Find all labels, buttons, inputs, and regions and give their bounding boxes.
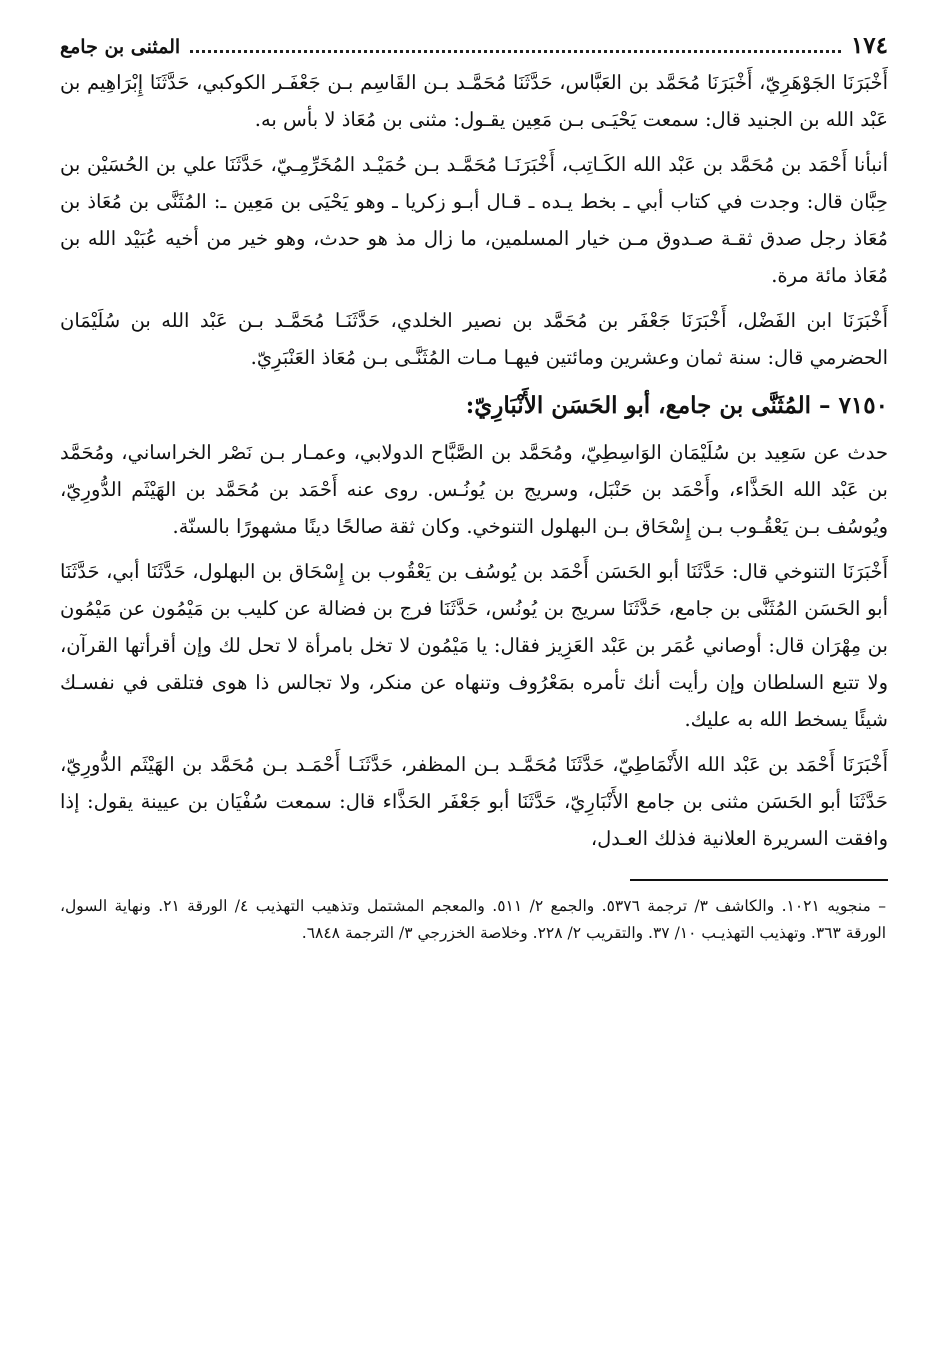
running-head bbox=[60, 30, 888, 64]
entry-paragraph-1: حدث عن سَعِيد بن سُلَيْمَان الوَاسِطِيّ، ومُحَمَّد بن الصَّبَّاح الدولابي، وعمـار بـن نَصْر الخراساني، ومُحَمَّد بن عَبْد الله الحَذَّاء، وأَحْمَد بن حَنْبَل، وسريج بن يُونُـس. روى عنه أَحْمَد بن مُحَمَّد بن الهَيْثَم الدُّورِيّ، ويُوسُف بـن يَعْقُـوب بـن إِسْحَاق بـن البهلول التنوخي. وكان ثقة صالحًا دينًا مشهورًا بالسنّة. bbox=[60, 441, 888, 538]
paragraph-3: أَخْبَرَنَا ابن الفَضْل، أَخْبَرَنَا جَعْفَر بن مُحَمَّد بن نصير الخلدي، حَدَّثَنَـا مُحَمَّـد بـن عَبْد الله بن سُلَيْمَان الحضرمي قال: سنة ثمان وعشرين ومائتين فيهـا مـات المُثَنَّـى بـن مُعَاذ العَنْبَرِيّ. bbox=[60, 309, 888, 369]
page-number: ١٧٤ bbox=[850, 32, 888, 59]
leader-dots bbox=[190, 49, 841, 53]
running-head-title: المثنى بن جامع bbox=[60, 36, 181, 58]
footnote-divider bbox=[630, 879, 888, 881]
paragraph-2: أنبأنا أَحْمَد بن مُحَمَّد بن عَبْد الله الكَـاتِب، أَخْبَرَنَـا مُحَمَّـد بـن حُمَيْـد المُخَرِّمِـيّ، حَدَّثَنَا علي بن الحُسَيْن بن حِبَّان قال: وجدت في كتاب أبي ـ بخط يـده ـ قـال أبـو زكريا ـ وهو يَحْيَى بن مَعِين ـ: المُثَنَّى بن مُعَاذ بن مُعَاذ رجل صدق ثقـة صـدوق مـن خيار المسلمين، ما زال مذ هو حدث، وهو خير من أخيه عُبَيْد الله بن مُعَاذ مائة مرة. bbox=[60, 153, 888, 287]
paragraph-1: أَخْبَرَنَا الجَوْهَرِيّ، أَخْبَرَنَا مُحَمَّد بن العَبَّاس، حَدَّثَنَا مُحَمَّـد بـن القَاسِم بـن جَعْفَـر الكوكبي، حَدَّثَنَا إِبْرَاهِيم بن عَبْد الله بن الجنيد قال: سمعت يَحْيَـى بـن مَعِين يقـول: مثنى بن مُعَاذ لا بأس به. bbox=[60, 71, 888, 131]
footnote-text: – منجويه ١٠٢١. والكاشف ٣/ ترجمة ٥٣٧٦. والجمع ٢/ ٥١١. والمعجم المشتمل وتذهيب التهذيب ٤/ الورقة ٢١. ونهاية السول، الورقة ٣٦٣. وتهذيب التهذيـب ١٠/ ٣٧. والتقريب ٢/ ٢٢٨. وخلاصة الخزرجي ٣/ الترجمة ٦٨٤٨. bbox=[60, 897, 886, 942]
entry-paragraph-3: أَخْبَرَنَا أَحْمَد بن عَبْد الله الأَنْمَاطِيّ، حَدَّثَنَا مُحَمَّـد بـن المظفر، حَدَّثَنَـا أَحْمَـد بـن مُحَمَّد بن الهَيْثَم الدُّورِيّ، حَدَّثَنَا أبو الحَسَن مثنى بن جامع الأَنْبَارِيّ، حَدَّثَنَا أبو جَعْفَر الحَذَّاء قال: سمعت سُفْيَان بن عيينة يقول: إذا وافقت السريرة العلانية فذلك العـدل، bbox=[60, 753, 888, 850]
entry-paragraph-2: أَخْبَرَنَا التنوخي قال: حَدَّثَنَا أبو الحَسَن أَحْمَد بن يُوسُف بن يَعْقُوب بن إِسْحَاق بن البهلول، حَدَّثَنَا أبي، حَدَّثَنَا أبو الحَسَن المُثَنَّى بن جامع، حَدَّثَنَا سريج بن يُونُس، حَدَّثَنَا فرج بن فضالة عن كليب بن مَيْمُون عن مَيْمُون بن مِهْرَان قال: أوصاني عُمَر بن عَبْد العَزِيز فقال: يا مَيْمُون لا تخل بامرأة لا تحل لك وإن أقرأتها القرآن، ولا تتبع السلطان وإن رأيت أنك تأمره بمَعْرُوف وتنهاه عن منكر، ولا تجالس ذا هوى فتلقى في نفسـك شيئًا يسخط الله به عليك. bbox=[60, 560, 888, 731]
entry-heading: ٧١٥٠ – المُثَنَّى بن جامع، أبو الحَسَن الأَنْبَارِيّ: bbox=[465, 392, 888, 419]
book-page bbox=[60, 30, 888, 947]
